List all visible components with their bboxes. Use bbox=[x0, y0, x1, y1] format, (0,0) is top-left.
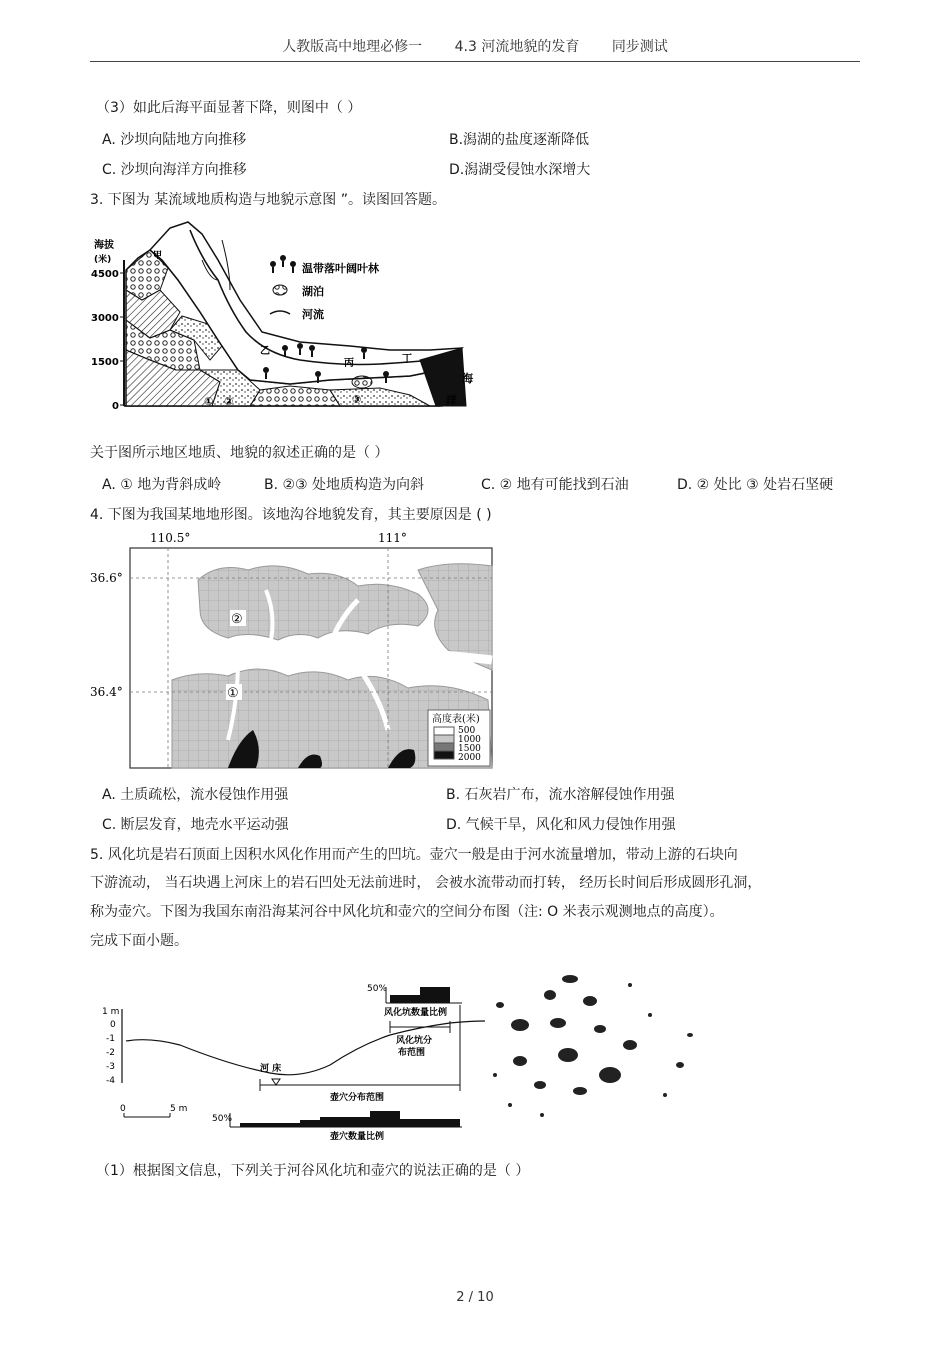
map-lon-1: 110.5° bbox=[150, 531, 191, 545]
map-mark-1: ① bbox=[227, 686, 239, 701]
pit-bottom-pct: 50% bbox=[212, 1114, 233, 1124]
geo-tick-4500: 4500 bbox=[91, 269, 119, 280]
q3-stem: 3. 下图为 某流域地质构造与地貌示意图 ”。读图回答题。 bbox=[90, 192, 446, 208]
pit-scale-0: 0 bbox=[120, 1104, 126, 1114]
geo-label-one: ① bbox=[204, 395, 214, 408]
geo-tick-0: 0 bbox=[112, 401, 119, 412]
header-book: 人教版高中地理必修一 bbox=[282, 39, 423, 55]
map-legend-1000: 1000 bbox=[458, 735, 481, 745]
pit-y-m4: -4 bbox=[106, 1076, 115, 1086]
q3-option-a: A. ① 地为背斜成岭 bbox=[102, 477, 222, 493]
pit-scale-5: 5 m bbox=[170, 1104, 188, 1114]
geo-label-ding: 丁 bbox=[402, 354, 412, 365]
map-lat-1: 36.6° bbox=[90, 571, 123, 585]
geo-label-jia: 甲 bbox=[153, 251, 163, 261]
geo-legend-river: 河流 bbox=[302, 308, 324, 321]
pit-top-pct: 50% bbox=[367, 984, 388, 994]
pit-weathering-range-2: 布范围 bbox=[398, 1048, 426, 1058]
geo-label-two: ② bbox=[224, 395, 234, 408]
q2-3-option-b: B.潟湖的盐度逐渐降低 bbox=[449, 132, 590, 148]
q4-option-c: C. 断层发育，地壳水平运动强 bbox=[102, 817, 289, 833]
header-lesson: 4.3 河流地貌的发育 bbox=[454, 39, 580, 55]
q3-option-c: C. ② 地有可能找到石油 bbox=[481, 477, 629, 493]
pit-y-m1: -1 bbox=[106, 1034, 115, 1044]
pit-weathering-range-1: 风化坑分 bbox=[396, 1036, 433, 1046]
map-lon-2: 111° bbox=[378, 531, 407, 545]
pit-top-label: 风化坑数量比例 bbox=[384, 1008, 448, 1018]
q4-stem: 4. 下图为我国某地地形图。该地沟谷地貌发育，其主要原因是 ( ) bbox=[90, 507, 492, 523]
q2-3-stem: （3）如此后海平面显著下降，则图中（ ） bbox=[96, 100, 362, 116]
pit-y-1m: 1 m bbox=[102, 1007, 120, 1017]
header-type: 同步测试 bbox=[611, 39, 668, 55]
pit-y-m2: -2 bbox=[106, 1048, 115, 1058]
geo-label-sea2: 洋 bbox=[446, 394, 457, 407]
q3-option-d: D. ② 处比 ③ 处岩石坚硬 bbox=[677, 477, 834, 493]
map-legend-title: 高度表(米) bbox=[432, 714, 480, 725]
geo-label-sea1: 海 bbox=[462, 372, 473, 385]
q2-3-option-d: D.潟湖受侵蚀水深增大 bbox=[449, 162, 591, 178]
map-legend-500: 500 bbox=[458, 726, 476, 736]
geo-legend-forest: 温带落叶阔叶林 bbox=[302, 262, 379, 275]
pit-y-m3: -3 bbox=[106, 1062, 115, 1072]
q3-question: 关于图所示地区地质、地貌的叙述正确的是（ ） bbox=[90, 445, 389, 461]
q4-option-b: B. 石灰岩广布，流水溶解侵蚀作用强 bbox=[446, 787, 675, 803]
map-legend-1500: 1500 bbox=[458, 744, 481, 754]
q2-3-option-a: A. 沙坝向陆地方向推移 bbox=[102, 132, 247, 148]
q5-sub-1: （1）根据图文信息，下列关于河谷风化坑和壶穴的说法正确的是（ ） bbox=[96, 1163, 530, 1179]
q3-option-b: B. ②③ 处地质构造为向斜 bbox=[264, 477, 425, 493]
q4-option-a: A. 土质疏松，流水侵蚀作用强 bbox=[102, 787, 289, 803]
geo-label-yi: 乙 bbox=[260, 346, 270, 357]
pit-y-0: 0 bbox=[110, 1020, 116, 1030]
geo-tick-1500: 1500 bbox=[91, 357, 119, 368]
map-legend-2000: 2000 bbox=[458, 753, 481, 763]
geo-y-unit: (米) bbox=[94, 255, 112, 265]
pothole-figure bbox=[90, 965, 700, 1145]
page-header bbox=[0, 36, 950, 56]
q5-line-2: 下游流动， 当石块遇上河床上的岩石凹处无法前进时， 会被水流带动而打转， 经历长时间后形成圆形孔洞， bbox=[90, 875, 762, 891]
geo-tick-3000: 3000 bbox=[91, 313, 119, 324]
terrain-map bbox=[88, 530, 498, 770]
page-number: 2 / 10 bbox=[456, 1290, 494, 1305]
geo-label-bing: 丙 bbox=[344, 358, 354, 369]
weathering-pit-photo bbox=[493, 975, 693, 1117]
q2-3-option-c: C. 沙坝向海洋方向推移 bbox=[102, 162, 247, 178]
geology-figure bbox=[90, 220, 480, 415]
geo-legend-lake: 湖泊 bbox=[302, 285, 324, 298]
pit-riverbed: 河 床 bbox=[260, 1064, 282, 1074]
geo-y-title: 海拔 bbox=[94, 240, 114, 251]
pit-bottom-label: 壶穴数量比例 bbox=[330, 1132, 385, 1142]
q5-line-3: 称为壶穴。下图为我国东南沿海某河谷中风化坑和壶穴的空间分布图（注: O 米表示观测地点的高度）。 bbox=[90, 904, 724, 920]
q4-option-d: D. 气候干旱，风化和风力侵蚀作用强 bbox=[446, 817, 676, 833]
q5-line-1: 5. 风化坑是岩石顶面上因积水风化作用而产生的凹坑。壶穴一般是由于河水流量增加，带动上游的石块向 bbox=[90, 847, 738, 863]
pit-pothole-range: 壶穴分布范围 bbox=[330, 1093, 385, 1103]
map-mark-2: ② bbox=[231, 612, 243, 627]
header-rule bbox=[90, 61, 860, 62]
geo-label-three: ③ bbox=[352, 393, 362, 406]
map-lat-2: 36.4° bbox=[90, 685, 123, 699]
q5-line-4: 完成下面小题。 bbox=[90, 933, 188, 949]
